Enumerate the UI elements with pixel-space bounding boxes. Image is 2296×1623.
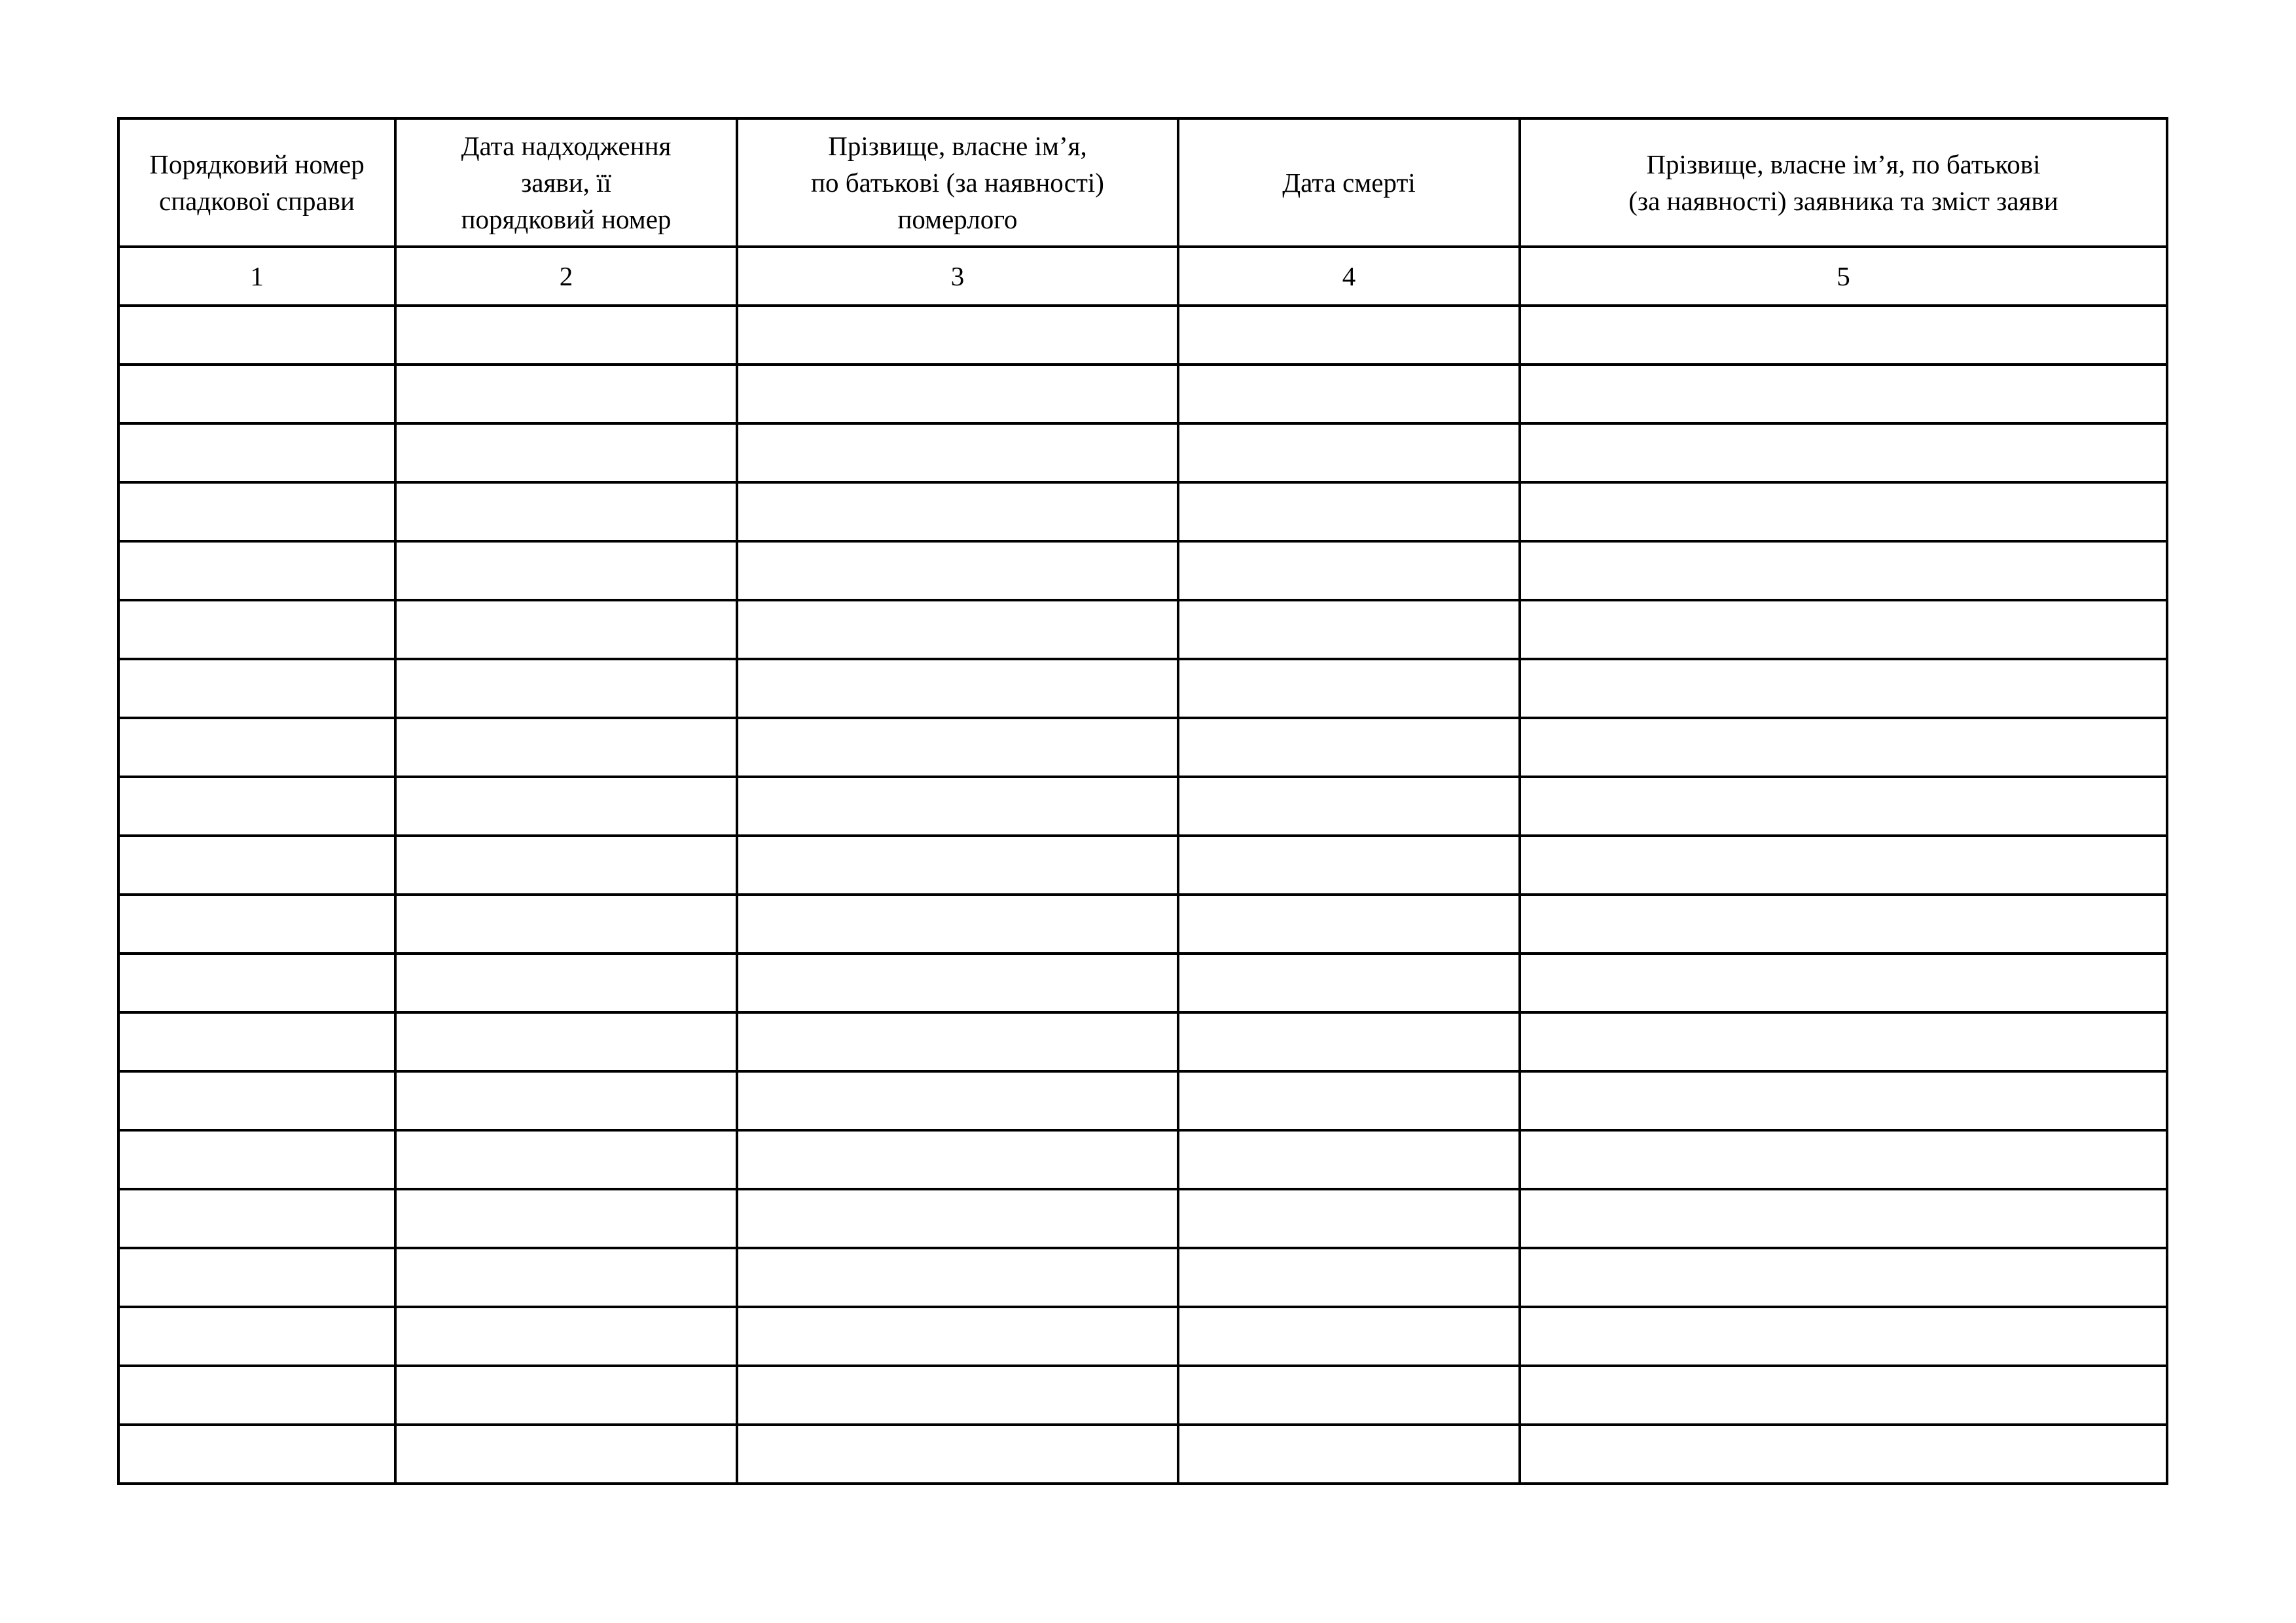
table-row [118,1366,2167,1425]
table-cell [1520,1248,2167,1307]
table-cell [395,423,737,482]
table-cell [737,1366,1178,1425]
table-cell [1520,1425,2167,1484]
table-row [118,954,2167,1012]
table-row [118,1071,2167,1130]
table-cell [1178,1189,1520,1248]
header-application-date: Дата надходження заяви, її порядковий номер [395,118,737,247]
table-cell [1178,482,1520,541]
table-cell [395,306,737,365]
table-cell [1178,306,1520,365]
table-cell [118,482,395,541]
table-cell [118,365,395,423]
table-cell [118,718,395,777]
table-cell [118,954,395,1012]
table-cell [737,365,1178,423]
table-row [118,600,2167,659]
table-cell [1178,1307,1520,1366]
table-cell [1178,1366,1520,1425]
table-cell [395,541,737,600]
table-row [118,1248,2167,1307]
table-cell [395,1012,737,1071]
inheritance-register-table [117,117,2168,1485]
table-cell [1520,1366,2167,1425]
table-cell [118,1130,395,1189]
table-cell [1520,895,2167,954]
table-cell [395,659,737,718]
column-number: 5 [1520,247,2167,306]
table-cell [1178,1425,1520,1484]
table-cell [1178,895,1520,954]
table-cell [737,1189,1178,1248]
table-cell [1520,1189,2167,1248]
table-cell [737,1071,1178,1130]
table-cell [737,600,1178,659]
table-row [118,1012,2167,1071]
table-row [118,1189,2167,1248]
table-cell [1520,718,2167,777]
table-cell [118,306,395,365]
table-cell [1520,836,2167,895]
table-cell [395,777,737,836]
table-cell [118,1366,395,1425]
table-row [118,482,2167,541]
table-cell [737,895,1178,954]
table-cell [395,482,737,541]
table-cell [1178,718,1520,777]
table-cell [118,1425,395,1484]
table-cell [737,1012,1178,1071]
table-cell [1520,954,2167,1012]
table-cell [118,1248,395,1307]
table-cell [1520,541,2167,600]
table-row [118,718,2167,777]
table-cell [118,1189,395,1248]
column-numbers-row [118,247,2167,306]
table-cell [395,1071,737,1130]
header-applicant-and-content: Прізвище, власне ім’я, по батькові (за наявності) заявника та зміст заяви [1520,118,2167,247]
table-cell [1178,777,1520,836]
table-cell [1520,777,2167,836]
column-number: 2 [395,247,737,306]
table-cell [1520,306,2167,365]
table-cell [1178,1071,1520,1130]
table-cell [395,1425,737,1484]
table-cell [737,954,1178,1012]
table-cell [1178,954,1520,1012]
table-cell [737,541,1178,600]
table-cell [395,1130,737,1189]
table-cell [1520,1307,2167,1366]
table-cell [118,541,395,600]
table-cell [395,365,737,423]
table-cell [395,895,737,954]
table-cell [1520,482,2167,541]
table-cell [1178,659,1520,718]
table-cell [737,1248,1178,1307]
table-cell [1178,1130,1520,1189]
table-row [118,659,2167,718]
table-cell [1178,1248,1520,1307]
table-cell [737,482,1178,541]
table-cell [737,1425,1178,1484]
table-cell [395,600,737,659]
table-row [118,1307,2167,1366]
table-cell [118,895,395,954]
table-cell [737,1130,1178,1189]
table-cell [1520,1130,2167,1189]
header-case-number: Порядковий номер спадкової справи [118,118,395,247]
table-cell [1520,365,2167,423]
table-cell [118,1307,395,1366]
table-cell [1178,365,1520,423]
column-number: 3 [737,247,1178,306]
table-cell [737,306,1178,365]
table-cell [1520,423,2167,482]
table-cell [118,659,395,718]
table-cell [118,600,395,659]
header-date-of-death: Дата смерті [1178,118,1520,247]
table-cell [1178,541,1520,600]
table-cell [737,836,1178,895]
table-row [118,1130,2167,1189]
table-row [118,1425,2167,1484]
table-row [118,365,2167,423]
table-cell [395,836,737,895]
table-cell [1178,1012,1520,1071]
table-cell [1520,659,2167,718]
table-cell [395,1366,737,1425]
table-cell [737,718,1178,777]
table-cell [118,777,395,836]
table-row [118,423,2167,482]
table-cell [1520,1071,2167,1130]
table-cell [1178,423,1520,482]
table-cell [395,718,737,777]
table-cell [395,1307,737,1366]
table-cell [118,1071,395,1130]
table-cell [395,954,737,1012]
column-number: 1 [118,247,395,306]
table-cell [118,1012,395,1071]
table-cell [737,659,1178,718]
table-cell [1520,600,2167,659]
table-cell [395,1248,737,1307]
table-header-row [118,118,2167,247]
table-cell [395,1189,737,1248]
table-row [118,777,2167,836]
header-deceased-name: Прізвище, власне ім’я, по батькові (за наявності) померлого [737,118,1178,247]
table-cell [737,777,1178,836]
table-cell [737,423,1178,482]
column-number: 4 [1178,247,1520,306]
register-page [117,117,2166,1485]
table-cell [1178,600,1520,659]
table-cell [118,423,395,482]
table-cell [1178,836,1520,895]
table-cell [737,1307,1178,1366]
table-row [118,836,2167,895]
table-row [118,306,2167,365]
table-cell [1520,1012,2167,1071]
table-row [118,895,2167,954]
table-cell [118,836,395,895]
table-row [118,541,2167,600]
